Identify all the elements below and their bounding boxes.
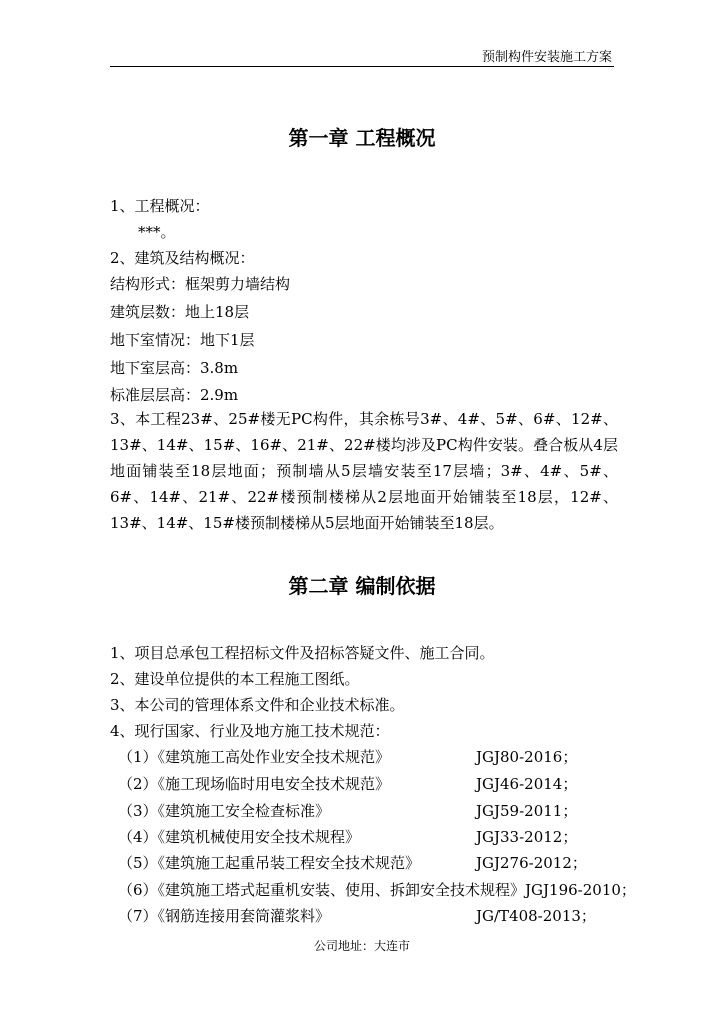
chapter1-title: 第一章 工程概况 <box>288 126 436 150</box>
standard-code: JGJ59-2011； <box>476 802 578 820</box>
standard-code: JG/T408-2013； <box>476 907 596 925</box>
body-line: 地下室层高：3.8m <box>110 359 239 377</box>
header-rule <box>110 66 614 67</box>
standard-title: （1）《建筑施工高处作业安全技术规范》 <box>118 748 391 766</box>
standard-title: （3）《建筑施工安全检查标准》 <box>118 802 331 820</box>
basis-line: 3、本公司的管理体系文件和企业技术标准。 <box>110 696 405 714</box>
standard-code: JGJ80-2016； <box>476 748 578 766</box>
standard-title: （5）《建筑施工起重吊装工程安全技术规范》 <box>118 854 421 872</box>
body-line: 标准层层高：2.9m <box>110 386 239 404</box>
page-footer: 公司地址：大连市 <box>313 939 410 953</box>
body-line: 建筑层数：地上18层 <box>110 303 250 321</box>
standard-title: （6）《建筑施工塔式起重机安装、使用、拆卸安全技术规程》JGJ196-2010； <box>118 881 636 899</box>
basis-line: 1、项目总承包工程招标文件及招标答疑文件、施工合同。 <box>110 644 495 662</box>
page-header-title: 预制构件安装施工方案 <box>481 50 612 65</box>
standard-code: JGJ46-2014； <box>476 775 578 793</box>
chapter2-title: 第二章 编制依据 <box>288 574 436 598</box>
standard-title: （4）《建筑机械使用安全技术规程》 <box>118 828 361 846</box>
standard-title: （2）《施工现场临时用电安全技术规范》 <box>118 775 391 793</box>
standard-code: JGJ33-2012； <box>476 828 578 846</box>
standard-title: （7）《钢筋连接用套筒灌浆料》 <box>118 907 331 925</box>
basis-line: 4、现行国家、行业及地方施工技术规范： <box>110 722 390 740</box>
body-line: 结构形式：框架剪力墙结构 <box>110 275 291 293</box>
section-heading: 2、建筑及结构概况： <box>110 249 255 267</box>
section-heading: 1、工程概况： <box>110 197 210 215</box>
body-line: 地下室情况：地下1层 <box>110 331 255 349</box>
body-line: ***。 <box>138 223 176 241</box>
standard-code: JGJ276-2012； <box>476 854 587 872</box>
body-paragraph: 3、本工程23#、25#楼无PC构件，其余栋号3#、4#、5#、6#、12#、13#、14#、15#、16#、21#、22#楼均涉及PC构件安装。叠合板从4层地面铺装至18层地面；预制墙从5层墙安装至17层墙；3#、4#、5#、6#、14#、21#、22#楼预制楼梯从2层地面开始铺装至18层，12#、13#、14#、15#楼预制楼梯从5层地面开始铺装至18层。 <box>110 410 618 532</box>
basis-line: 2、建设单位提供的本工程施工图纸。 <box>110 670 360 688</box>
